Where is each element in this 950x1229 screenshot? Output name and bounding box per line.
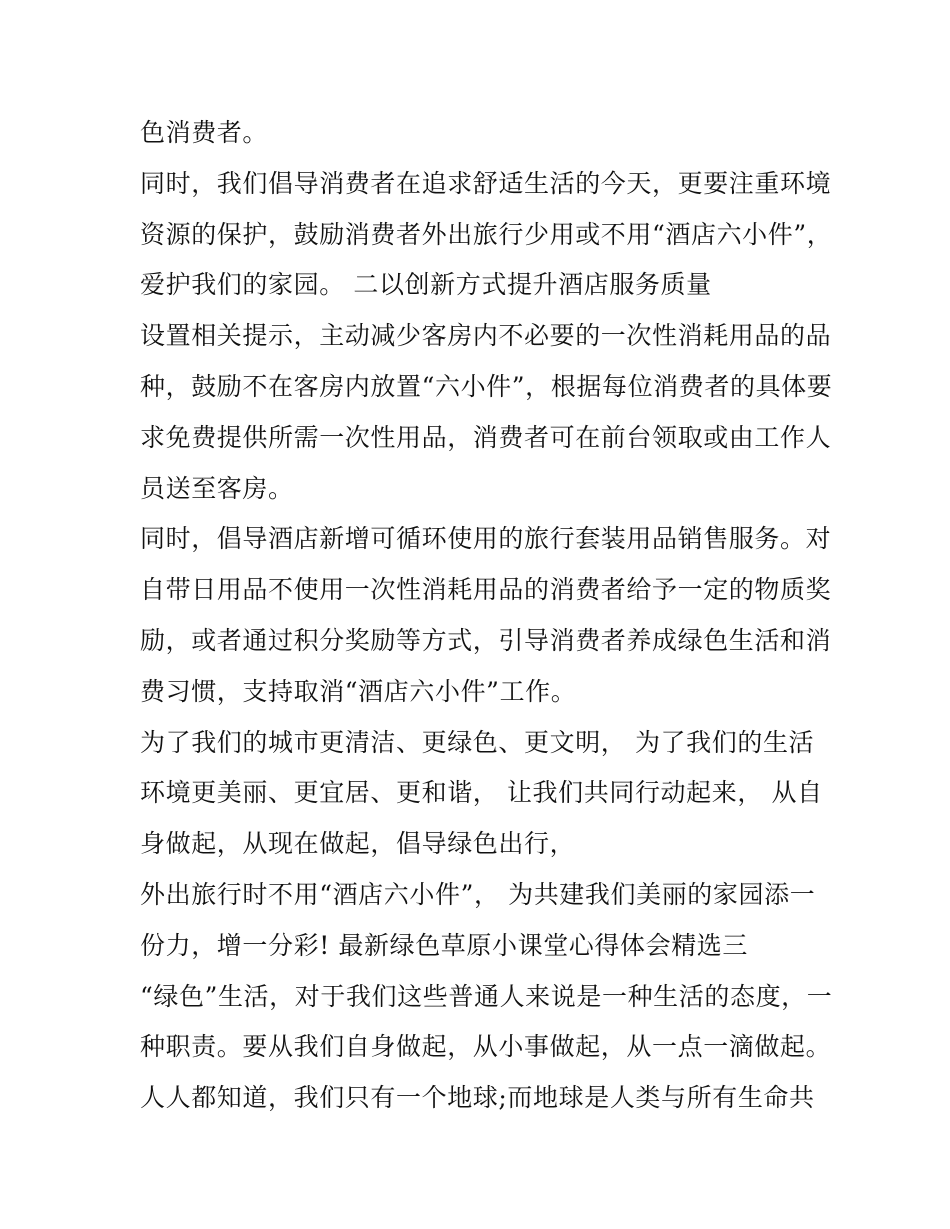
document-body xyxy=(140,108,833,1124)
text-line: 同时，倡导酒店新增可循环使用的旅行套装用品销售服务。对 xyxy=(140,524,832,554)
text-line: 种，鼓励不在客房内放置“六小件”，根据每位消费者的具体要 xyxy=(140,371,833,401)
text-line: 设置相关提示，主动减少客房内不必要的一次性消耗用品的品 xyxy=(140,321,832,351)
text-line: 求免费提供所需一次性用品，消费者可在前台领取或由工作人 xyxy=(140,422,832,452)
text-line: 员送至客房。 xyxy=(140,473,294,503)
text-line: 为了我们的城市更清洁、更绿色、更文明， 为了我们的生活 xyxy=(140,727,815,757)
text-line: 种职责。要从我们自身做起，从小事做起，从一点一滴做起。 xyxy=(140,1032,832,1062)
text-line: 环境更美丽、更宜居、更和谐， 让我们共同行动起来， 从自 xyxy=(140,778,823,808)
text-line: 励，或者通过积分奖励等方式，引导消费者养成绿色生活和消 xyxy=(140,625,832,655)
text-line: “绿色”生活，对于我们这些普通人来说是一种生活的态度，一 xyxy=(140,981,833,1011)
text-line: 份力，增一分彩! 最新绿色草原小课堂心得体会精选三 xyxy=(140,930,748,960)
text-line: 自带日用品不使用一次性消耗用品的消费者给予一定的物质奖 xyxy=(140,575,832,605)
text-line: 资源的保护，鼓励消费者外出旅行少用或不用“酒店六小件”， xyxy=(140,219,833,249)
text-line: 爱护我们的家园。 二以创新方式提升酒店服务质量 xyxy=(140,270,712,300)
text-line: 身做起，从现在做起，倡导绿色出行， xyxy=(140,829,576,859)
text-line: 费习惯，支持取消“酒店六小件”工作。 xyxy=(140,676,577,706)
text-line: 色消费者。 xyxy=(140,118,269,147)
text-line: 人人都知道，我们只有一个地球;而地球是人类与所有生命共 xyxy=(140,1083,815,1113)
text-line: 同时，我们倡导消费者在追求舒适生活的今天，更要注重环境 xyxy=(140,168,832,198)
text-line: 外出旅行时不用“酒店六小件”， 为共建我们美丽的家园添一 xyxy=(140,879,816,909)
